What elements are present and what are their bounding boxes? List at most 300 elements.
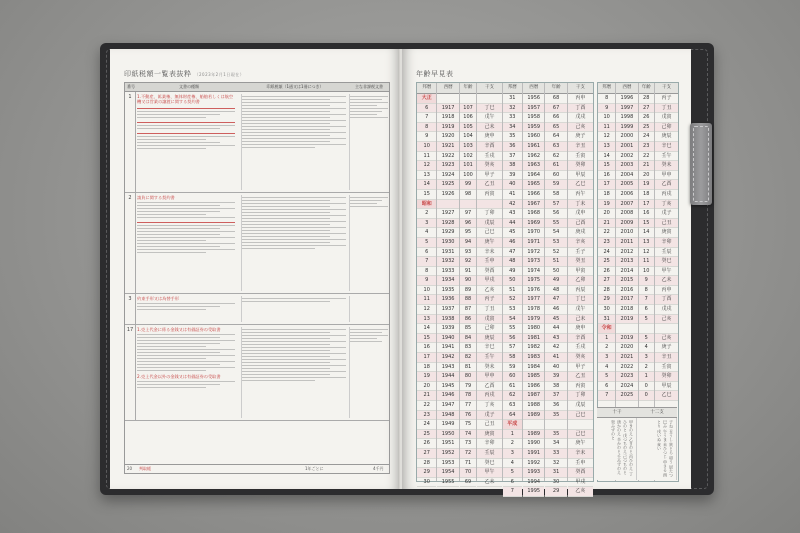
table-cell: 27 bbox=[639, 104, 654, 114]
table-cell: 辛亥 bbox=[568, 238, 593, 248]
table-cell: 丁亥 bbox=[477, 401, 501, 411]
col-western-year bbox=[437, 83, 459, 485]
table-cell: 1918 bbox=[437, 113, 458, 123]
header-era: 邦暦 bbox=[503, 83, 522, 94]
table-cell: 1989 bbox=[523, 430, 544, 440]
table-cell: 甲戌 bbox=[477, 276, 501, 286]
table-cell: 2018 bbox=[616, 305, 637, 315]
table-cell: 1967 bbox=[523, 200, 544, 210]
table-cell: 43 bbox=[503, 209, 522, 219]
table-cell: 46 bbox=[503, 238, 522, 248]
row-label: 判取帳 bbox=[139, 466, 151, 471]
table-cell: 甲申 bbox=[655, 171, 678, 181]
table-cell: 丙子 bbox=[655, 94, 678, 104]
header-exempt: 主な非課税文書 bbox=[355, 84, 383, 89]
table-cell: 壬午 bbox=[655, 152, 678, 162]
table-cell: 18 bbox=[598, 190, 615, 200]
table-cell: 14 bbox=[417, 324, 436, 334]
table-cell: 癸酉 bbox=[477, 267, 501, 277]
table-cell: 1998 bbox=[616, 113, 637, 123]
table-cell: 1950 bbox=[437, 430, 458, 440]
table-cell: 39 bbox=[545, 372, 566, 382]
table-cell: 1935 bbox=[437, 286, 458, 296]
table-cell: 1954 bbox=[437, 468, 458, 478]
table-cell: 13 bbox=[417, 171, 436, 181]
row-number: 1 bbox=[125, 92, 136, 192]
table-cell: 22 bbox=[598, 228, 615, 238]
table-cell: 癸丑 bbox=[568, 257, 593, 267]
table-cell: 1945 bbox=[437, 382, 458, 392]
table-cell: 12 bbox=[417, 305, 436, 315]
table-cell: 1999 bbox=[616, 123, 637, 133]
table-cell: 25 bbox=[598, 257, 615, 267]
table-cell: 辛丑 bbox=[655, 353, 678, 363]
table-cell: 1992 bbox=[523, 459, 544, 469]
table-cell: 1953 bbox=[437, 459, 458, 469]
table-cell: 1958 bbox=[523, 113, 544, 123]
header-year: 西暦 bbox=[523, 83, 544, 94]
row-number: 2 bbox=[125, 193, 136, 293]
table-cell: 丁巳 bbox=[477, 104, 501, 114]
table-cell: 57 bbox=[503, 343, 522, 353]
jukkan-list: 甲きのえ 乙きのと 丙ひのえ 丁ひのと 戊つちのえ 己つちのと 庚かのえ 辛かのと 壬みずのえ 癸みずのと bbox=[597, 418, 637, 480]
table-cell: 甲午 bbox=[477, 468, 501, 478]
table-cell: 46 bbox=[545, 305, 566, 315]
table-cell: 2024 bbox=[616, 382, 637, 392]
cells-year bbox=[523, 94, 544, 497]
table-cell: 87 bbox=[460, 305, 477, 315]
stamp-row-1 bbox=[125, 92, 389, 193]
table-cell: 庚申 bbox=[477, 132, 501, 142]
table-cell: 1961 bbox=[523, 142, 544, 152]
table-cell: 1985 bbox=[523, 372, 544, 382]
table-cell: 1929 bbox=[437, 228, 458, 238]
table-cell: 31 bbox=[503, 94, 522, 104]
table-cell: 77 bbox=[460, 401, 477, 411]
left-page bbox=[110, 49, 400, 489]
table-cell: 1957 bbox=[523, 104, 544, 114]
table-cell: 47 bbox=[545, 295, 566, 305]
table-cell: 癸酉 bbox=[568, 468, 593, 478]
table-cell: 11 bbox=[639, 257, 654, 267]
table-cell: 99 bbox=[460, 180, 477, 190]
table-cell bbox=[616, 324, 637, 334]
table-cell: 22 bbox=[639, 152, 654, 162]
cells-year bbox=[437, 94, 458, 487]
table-cell: 2021 bbox=[616, 353, 637, 363]
table-cell: 15 bbox=[598, 161, 615, 171]
table-cell: 壬辰 bbox=[477, 449, 501, 459]
table-cell: 己丑 bbox=[655, 219, 678, 229]
table-cell: 30 bbox=[598, 305, 615, 315]
table-cell: 24 bbox=[417, 420, 436, 430]
table-cell bbox=[523, 420, 544, 430]
table-cell: 2006 bbox=[616, 190, 637, 200]
table-cell: 3 bbox=[417, 219, 436, 229]
table-cell: 1933 bbox=[437, 267, 458, 277]
cells-eto bbox=[568, 94, 593, 497]
table-cell: 44 bbox=[503, 219, 522, 229]
table-cell: 2016 bbox=[616, 286, 637, 296]
table-cell: 甲午 bbox=[655, 267, 678, 277]
table-cell: 1966 bbox=[523, 190, 544, 200]
table-cell: 30 bbox=[417, 478, 436, 488]
table-cell bbox=[437, 94, 458, 104]
table-cell: 19 bbox=[417, 372, 436, 382]
table-cell: 2015 bbox=[616, 276, 637, 286]
table-cell: 34 bbox=[503, 123, 522, 133]
table-cell: 79 bbox=[460, 382, 477, 392]
table-cell: 2 bbox=[639, 363, 654, 373]
table-cell: 54 bbox=[545, 228, 566, 238]
table-cell: 1925 bbox=[437, 180, 458, 190]
table-cell: 17 bbox=[598, 180, 615, 190]
table-cell: 1939 bbox=[437, 324, 458, 334]
header-year: 西暦 bbox=[437, 83, 458, 94]
table-cell: 2013 bbox=[616, 257, 637, 267]
table-cell: 6 bbox=[417, 104, 436, 114]
table-cell: 癸卯 bbox=[655, 372, 678, 382]
table-cell: 53 bbox=[503, 305, 522, 315]
header-doc-type: 文書の種類 bbox=[179, 84, 199, 89]
table-cell: 20 bbox=[598, 209, 615, 219]
table-cell: 59 bbox=[545, 180, 566, 190]
table-cell: 乙巳 bbox=[568, 180, 593, 190]
table-cell: 1981 bbox=[523, 334, 544, 344]
table-cell: 8 bbox=[417, 123, 436, 133]
cells-era bbox=[598, 94, 615, 401]
table-cell: 11 bbox=[598, 123, 615, 133]
row-label: 約束手形又は為替手形 bbox=[137, 296, 179, 301]
table-cell: 103 bbox=[460, 142, 477, 152]
table-cell: 1991 bbox=[523, 449, 544, 459]
row-number: 20 bbox=[127, 466, 133, 471]
table-cell: 1983 bbox=[523, 353, 544, 363]
header-era: 邦暦 bbox=[417, 83, 436, 94]
table-cell bbox=[437, 200, 458, 210]
table-cell: 1994 bbox=[523, 478, 544, 488]
table-cell: 辛巳 bbox=[477, 343, 501, 353]
table-cell: 庚子 bbox=[568, 132, 593, 142]
table-cell: 35 bbox=[503, 132, 522, 142]
table-cell: 21 bbox=[639, 161, 654, 171]
left-page-title bbox=[124, 69, 244, 79]
table-cell: 1924 bbox=[437, 171, 458, 181]
table-cell: 13 bbox=[598, 142, 615, 152]
table-cell: 3 bbox=[503, 449, 522, 459]
table-cell: 甲辰 bbox=[568, 171, 593, 181]
table-cell: 1919 bbox=[437, 123, 458, 133]
table-cell: 81 bbox=[460, 363, 477, 373]
table-cell: 26 bbox=[598, 267, 615, 277]
table-cell: 33 bbox=[503, 113, 522, 123]
table-cell: 21 bbox=[598, 219, 615, 229]
table-cell: 1947 bbox=[437, 401, 458, 411]
table-cell: 甲子 bbox=[568, 363, 593, 373]
table-cell: 105 bbox=[460, 123, 477, 133]
table-cell: 9 bbox=[417, 276, 436, 286]
table-cell: 91 bbox=[460, 267, 477, 277]
table-cell: 63 bbox=[503, 401, 522, 411]
table-cell: 1948 bbox=[437, 411, 458, 421]
table-cell: 庚子 bbox=[655, 343, 678, 353]
table-cell: 6 bbox=[639, 305, 654, 315]
table-cell: 60 bbox=[545, 171, 566, 181]
table-cell: 85 bbox=[460, 324, 477, 334]
table-cell: 12 bbox=[639, 248, 654, 258]
table-cell: 25 bbox=[417, 430, 436, 440]
table-cell: 18 bbox=[639, 190, 654, 200]
table-cell: 9 bbox=[417, 132, 436, 142]
table-cell: 48 bbox=[545, 286, 566, 296]
table-cell: 14 bbox=[598, 152, 615, 162]
table-cell: 2012 bbox=[616, 248, 637, 258]
era-header-cell: 昭和 bbox=[417, 200, 436, 210]
table-cell: 54 bbox=[503, 315, 522, 325]
table-cell: 2023 bbox=[616, 372, 637, 382]
table-cell: 70 bbox=[460, 468, 477, 478]
table-cell bbox=[545, 420, 566, 430]
table-cell: 1982 bbox=[523, 343, 544, 353]
header-year: 西暦 bbox=[616, 83, 637, 94]
table-cell: 丁未 bbox=[568, 200, 593, 210]
table-cell: 戊子 bbox=[477, 411, 501, 421]
table-cell: 10 bbox=[639, 267, 654, 277]
table-cell: 24 bbox=[639, 132, 654, 142]
table-cell: 丙申 bbox=[568, 94, 593, 104]
row-label-secondary: 2.売上代金以外の金銭又は有価証券の受取書 bbox=[137, 374, 221, 379]
table-cell: 97 bbox=[460, 209, 477, 219]
right-page bbox=[402, 49, 691, 495]
table-cell: 10 bbox=[417, 286, 436, 296]
stamp-duty-table bbox=[124, 82, 390, 474]
table-cell: 64 bbox=[545, 132, 566, 142]
table-cell: 15 bbox=[639, 219, 654, 229]
table-cell: 27 bbox=[417, 449, 436, 459]
table-cell: 2019 bbox=[616, 315, 637, 325]
col-era bbox=[417, 83, 437, 485]
table-cell: 47 bbox=[503, 248, 522, 258]
table-cell: 21 bbox=[417, 391, 436, 401]
table-cell: 1979 bbox=[523, 315, 544, 325]
table-cell: 戊辰 bbox=[568, 401, 593, 411]
table-cell: 己亥 bbox=[655, 315, 678, 325]
table-cell bbox=[477, 200, 501, 210]
table-cell: 11 bbox=[417, 152, 436, 162]
table-cell: 9 bbox=[598, 104, 615, 114]
table-cell: 乙丑 bbox=[568, 372, 593, 382]
table-cell: 101 bbox=[460, 161, 477, 171]
table-cell: 己未 bbox=[477, 123, 501, 133]
table-cell: 28 bbox=[417, 459, 436, 469]
table-cell: 癸未 bbox=[655, 161, 678, 171]
table-cell: 10 bbox=[598, 113, 615, 123]
table-cell: 辛丑 bbox=[568, 142, 593, 152]
header-age: 年齢 bbox=[460, 83, 477, 94]
table-cell: 12 bbox=[598, 132, 615, 142]
table-cell: 甲辰 bbox=[655, 382, 678, 392]
table-cell: 乙卯 bbox=[568, 276, 593, 286]
table-cell: 78 bbox=[460, 391, 477, 401]
table-cell: 1951 bbox=[437, 439, 458, 449]
age-table-left bbox=[416, 82, 594, 495]
table-cell: 23 bbox=[598, 238, 615, 248]
table-cell: 67 bbox=[545, 104, 566, 114]
table-cell: 1938 bbox=[437, 315, 458, 325]
header-eto: 干支 bbox=[655, 83, 678, 94]
table-cell: 42 bbox=[545, 343, 566, 353]
table-cell: 76 bbox=[460, 411, 477, 421]
table-cell: 92 bbox=[460, 257, 477, 267]
cells-age bbox=[639, 94, 654, 401]
table-cell: 庚寅 bbox=[655, 228, 678, 238]
table-cell: 1940 bbox=[437, 334, 458, 344]
table-cell: 庚午 bbox=[568, 439, 593, 449]
table-cell: 1993 bbox=[523, 468, 544, 478]
table-cell: 33 bbox=[545, 449, 566, 459]
left-title-text: 印紙税額一覧表抜粋 bbox=[124, 70, 192, 78]
table-cell: 12 bbox=[417, 161, 436, 171]
table-cell: 49 bbox=[545, 276, 566, 286]
table-cell: 26 bbox=[417, 439, 436, 449]
table-cell: 6 bbox=[503, 478, 522, 488]
table-cell: 7 bbox=[639, 295, 654, 305]
table-cell: 9 bbox=[639, 276, 654, 286]
table-cell: 90 bbox=[460, 276, 477, 286]
table-cell: 51 bbox=[545, 257, 566, 267]
table-cell: 乙未 bbox=[655, 276, 678, 286]
table-cell: 100 bbox=[460, 171, 477, 181]
table-cell: 34 bbox=[545, 439, 566, 449]
table-cell: 丙寅 bbox=[568, 382, 593, 392]
table-cell: 98 bbox=[460, 190, 477, 200]
cells-age bbox=[545, 94, 566, 497]
table-cell: 1987 bbox=[523, 391, 544, 401]
table-cell: 36 bbox=[503, 142, 522, 152]
table-cell: 1965 bbox=[523, 180, 544, 190]
table-cell: 乙未 bbox=[477, 478, 501, 488]
col-western-year-2 bbox=[523, 83, 545, 495]
table-cell: 89 bbox=[460, 286, 477, 296]
table-cell: 20 bbox=[639, 171, 654, 181]
table-cell: 1927 bbox=[437, 209, 458, 219]
table-cell: 癸巳 bbox=[655, 257, 678, 267]
table-cell: 55 bbox=[503, 324, 522, 334]
table-cell: 1968 bbox=[523, 209, 544, 219]
table-cell: 16 bbox=[639, 209, 654, 219]
table-cell bbox=[460, 94, 477, 104]
table-cell: 辛巳 bbox=[655, 142, 678, 152]
table-cell: 4 bbox=[639, 343, 654, 353]
table-cell: 1974 bbox=[523, 267, 544, 277]
table-cell: 壬戌 bbox=[477, 152, 501, 162]
table-cell: 戊辰 bbox=[477, 219, 501, 229]
table-cell: 31 bbox=[545, 468, 566, 478]
table-cell: 41 bbox=[545, 353, 566, 363]
table-cell: 1926 bbox=[437, 190, 458, 200]
table-cell: 3 bbox=[598, 353, 615, 363]
table-cell: 丁卯 bbox=[477, 209, 501, 219]
table-cell: 2 bbox=[503, 439, 522, 449]
table-cell: 23 bbox=[417, 411, 436, 421]
table-cell: 96 bbox=[460, 219, 477, 229]
table-cell: 5 bbox=[503, 468, 522, 478]
table-cell: 甲申 bbox=[477, 372, 501, 382]
table-cell: 40 bbox=[545, 363, 566, 373]
stamp-row-3 bbox=[125, 294, 389, 325]
table-cell bbox=[655, 324, 678, 334]
table-cell: 7 bbox=[417, 257, 436, 267]
table-cell: 5 bbox=[598, 372, 615, 382]
table-cell: 壬寅 bbox=[655, 363, 678, 373]
table-cell: 2005 bbox=[616, 180, 637, 190]
table-cell: 95 bbox=[460, 228, 477, 238]
table-cell: 45 bbox=[545, 315, 566, 325]
table-cell: 45 bbox=[503, 228, 522, 238]
table-cell: 11 bbox=[417, 295, 436, 305]
table-cell: 48 bbox=[503, 257, 522, 267]
table-cell: 1989 bbox=[523, 411, 544, 421]
header-age: 年齢 bbox=[639, 83, 654, 94]
table-cell: 辛卯 bbox=[655, 238, 678, 248]
table-cell: 丙戌 bbox=[477, 391, 501, 401]
table-cell: 壬申 bbox=[568, 459, 593, 469]
table-cell bbox=[639, 324, 654, 334]
table-cell: 1920 bbox=[437, 132, 458, 142]
table-cell: 17 bbox=[417, 353, 436, 363]
table-cell: 38 bbox=[503, 161, 522, 171]
table-cell: 1943 bbox=[437, 363, 458, 373]
header-number: 番号 bbox=[127, 84, 135, 89]
table-cell: 65 bbox=[545, 123, 566, 133]
cells-eto bbox=[477, 94, 501, 487]
table-cell: 1960 bbox=[523, 132, 544, 142]
table-cell: 乙亥 bbox=[568, 487, 593, 497]
table-cell: 癸亥 bbox=[568, 353, 593, 363]
table-cell: 1932 bbox=[437, 257, 458, 267]
cells-year bbox=[616, 94, 637, 401]
table-cell: 戊申 bbox=[568, 209, 593, 219]
table-cell: 己卯 bbox=[477, 324, 501, 334]
header-eto: 干支 bbox=[568, 83, 593, 94]
table-cell: 66 bbox=[545, 113, 566, 123]
header-age: 年齢 bbox=[545, 83, 566, 94]
table-cell: 壬午 bbox=[477, 353, 501, 363]
table-cell: 24 bbox=[598, 248, 615, 258]
col-age bbox=[460, 83, 478, 485]
table-cell: 62 bbox=[503, 391, 522, 401]
table-cell: 癸卯 bbox=[568, 161, 593, 171]
table-cell: 82 bbox=[460, 353, 477, 363]
table-cell: 52 bbox=[545, 248, 566, 258]
table-cell: 52 bbox=[503, 295, 522, 305]
table-cell: 丙寅 bbox=[477, 190, 501, 200]
table-cell: 3 bbox=[639, 353, 654, 363]
table-cell: 1936 bbox=[437, 295, 458, 305]
table-cell: 25 bbox=[639, 123, 654, 133]
table-cell: 35 bbox=[545, 411, 566, 421]
cells-era bbox=[417, 94, 436, 487]
junishi-label: 十二支 bbox=[650, 410, 664, 415]
table-cell: 己巳 bbox=[477, 228, 501, 238]
table-cell: 8 bbox=[639, 286, 654, 296]
table-cell: 乙丑 bbox=[477, 180, 501, 190]
header-eto: 干支 bbox=[477, 83, 501, 94]
table-cell: 1944 bbox=[437, 372, 458, 382]
table-cell: 56 bbox=[545, 209, 566, 219]
table-cell bbox=[477, 94, 501, 104]
junishi-list: 子ね 丑うし 寅とら 卯う 辰たつ 巳み 午うま 未ひつじ 申さる 酉とり 戌いぬ 亥い bbox=[637, 418, 677, 480]
